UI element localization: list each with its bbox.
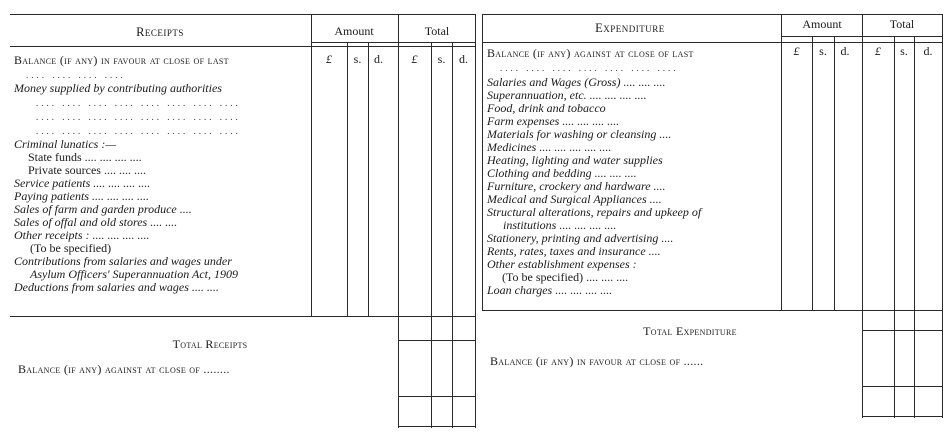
- expenditure-item: Heating, lighting and water supplies: [487, 153, 663, 167]
- receipts-item: State funds .... .... .... ....: [28, 150, 142, 164]
- expenditure-total-header: Total: [889, 17, 915, 31]
- receipts-total-pence-col: d.: [459, 52, 468, 66]
- expenditure-total-col-rule: [914, 36, 915, 418]
- expenditure-amount-col-rule: [834, 36, 835, 310]
- expenditure-total-left-rule: [862, 14, 863, 418]
- expenditure-total-shilling-col: s.: [900, 44, 908, 58]
- expenditure-amount-pound-col: £: [793, 44, 800, 58]
- receipts-item: Service patients .... .... .... ....: [14, 176, 151, 190]
- expenditure-item: Materials for washing or cleansing ....: [487, 127, 672, 141]
- receipts-item: .... .... .... .... .... .... .... ....: [36, 112, 241, 122]
- receipts-item: .... .... .... .... .... .... .... ....: [36, 126, 241, 136]
- expenditure-item: Furniture, crockery and hardware ....: [487, 179, 666, 193]
- receipts-amount-pound-col: £: [326, 52, 332, 66]
- expenditure-header-rule: [482, 42, 943, 43]
- expenditure-amount-shilling-col: s.: [819, 44, 827, 58]
- expenditure-item: Salaries and Wages (Gross) .... .... ....: [487, 75, 666, 89]
- expenditure-opening-balance: Balance (if any) against at close of last: [487, 46, 694, 60]
- receipts-right-rule: [475, 14, 476, 428]
- expenditure-item: Clothing and bedding .... .... ....: [487, 166, 637, 180]
- expenditure-total-rule: [862, 330, 943, 331]
- receipts-total-rule: [398, 340, 475, 341]
- receipts-top-rule: [10, 14, 475, 15]
- receipts-item: Asylum Officers' Superannuation Act, 1909: [30, 267, 238, 281]
- expenditure-total-label: Total Expenditure: [643, 324, 737, 338]
- expenditure-opening-balance-leader: .... .... .... .... .... .... ....: [500, 63, 679, 73]
- expenditure-item: Food, drink and tobacco: [487, 101, 606, 115]
- receipts-opening-balance: Balance (if any) in favour at close of last: [14, 53, 229, 67]
- receipts-item: Other receipts : .... .... .... ....: [14, 228, 150, 242]
- receipts-amount-header: Amount: [334, 24, 374, 38]
- receipts-amount-pence-col: d.: [374, 52, 383, 66]
- expenditure-item: Structural alterations, repairs and upkeep of: [487, 205, 702, 219]
- receipts-total-pound-col: £: [411, 52, 418, 66]
- receipts-header-rule: [10, 46, 475, 47]
- expenditure-item: Other establishment expenses :: [487, 257, 637, 271]
- expenditure-amount-pence-col: d.: [840, 44, 850, 58]
- receipts-subheader-rule: [311, 42, 475, 43]
- expenditure-body-end-rule: [482, 310, 943, 311]
- expenditure-item: Medical and Surgical Appliances ....: [487, 192, 662, 206]
- receipts-closing-balance: Balance (if any) against at close of ........: [18, 362, 230, 376]
- receipts-amount-col-rule: [347, 42, 348, 316]
- receipts-total-double-rule-2: [398, 426, 475, 427]
- receipts-header: Receipts: [136, 25, 184, 39]
- expenditure-right-rule: [942, 14, 943, 418]
- receipts-total-col-rule: [431, 42, 432, 428]
- expenditure-left-rule: [482, 14, 483, 310]
- receipts-item: (To be specified): [30, 241, 112, 255]
- expenditure-amount-left-rule: [781, 14, 782, 310]
- expenditure-header: Expenditure: [595, 21, 665, 35]
- expenditure-total-col-rule: [894, 36, 895, 418]
- receipts-amount-col-rule: [368, 42, 369, 316]
- expenditure-item: Rents, rates, taxes and insurance ....: [487, 244, 661, 258]
- expenditure-item: Medicines .... .... .... .... ....: [487, 140, 612, 154]
- expenditure-total-double-rule-2: [862, 416, 943, 417]
- expenditure-top-rule: [482, 14, 943, 15]
- receipts-opening-balance-leader: .... .... .... ....: [26, 70, 126, 80]
- receipts-total-left-rule: [398, 14, 399, 428]
- receipts-total-header: Total: [424, 24, 450, 38]
- receipts-total-double-rule-1: [398, 396, 475, 397]
- expenditure-item: Loan charges .... .... .... ....: [487, 283, 613, 297]
- receipts-item: Sales of farm and garden produce ....: [14, 202, 192, 216]
- expenditure-item: (To be specified) .... .... ....: [502, 270, 629, 284]
- receipts-item: Private sources .... .... ....: [28, 163, 146, 177]
- receipts-item: .... .... .... .... .... .... .... ....: [36, 98, 241, 108]
- expenditure-amount-header: Amount: [802, 17, 842, 31]
- receipts-body-end-rule: [10, 316, 475, 317]
- expenditure-item: Superannuation, etc. .... .... .... ....: [487, 88, 647, 102]
- expenditure-total-pound-col: £: [875, 44, 881, 58]
- receipts-amount-shilling-col: s.: [353, 52, 362, 66]
- expenditure-total-pence-col: d.: [923, 44, 933, 58]
- receipts-item: Sales of offal and old stores .... ....: [14, 215, 178, 229]
- receipts-item: Paying patients .... .... .... ....: [14, 189, 149, 203]
- receipts-total-label: Total Receipts: [172, 337, 248, 351]
- expenditure-total-double-rule-1: [862, 386, 943, 387]
- expenditure-amount-col-rule: [812, 36, 813, 310]
- expenditure-item: Farm expenses .... .... .... ....: [487, 114, 620, 128]
- receipts-item: Deductions from salaries and wages .... ....: [14, 280, 219, 294]
- expenditure-item: institutions .... .... .... ....: [503, 218, 617, 232]
- receipts-item: Money supplied by contributing authorities: [14, 81, 222, 95]
- receipts-item: Contributions from salaries and wages under: [14, 254, 232, 268]
- receipts-total-col-rule: [452, 42, 453, 428]
- expenditure-closing-balance: Balance (if any) in favour at close of ......: [490, 354, 704, 368]
- receipts-total-shilling-col: s.: [437, 52, 446, 66]
- receipts-item: Criminal lunatics :—: [14, 137, 117, 151]
- expenditure-item: Stationery, printing and advertising ....: [487, 231, 674, 245]
